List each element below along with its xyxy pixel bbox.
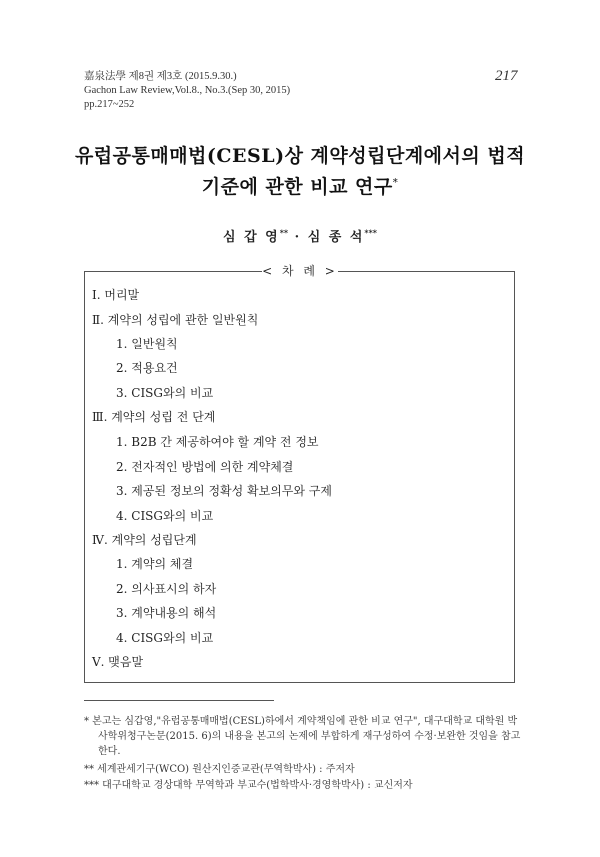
paper-title-line2 — [60, 172, 540, 199]
journal-line-korean: 嘉泉法學 제8권 제3호 (2015.9.30.) — [84, 71, 237, 82]
footnote-2-text: ** 세계관세기구(WCO) 원산지인증교관(무역학박사) : 주저자 — [84, 764, 355, 775]
toc-item: 2. 의사표시의 하자 — [116, 582, 217, 596]
author-first-mark: ** — [279, 227, 289, 238]
table-of-contents-box — [84, 271, 515, 683]
toc-item: 4. CISG와의 비교 — [116, 509, 214, 523]
toc-item: 2. 적용요건 — [116, 361, 178, 375]
toc-item: Ⅳ. 계약의 성립단계 — [92, 533, 197, 547]
toc-item: 1. 일반원칙 — [116, 337, 178, 351]
toc-item: 4. CISG와의 비교 — [116, 631, 214, 645]
footnote-1-text: * 본고는 심갑영,"유럽공통매매법(CESL)하에서 계약책임에 관한 비교 연구", 대구대학교 대학원 박사학위청구논문(2015. 6)의 내용을 본고의 논제에 부합하게 재구성하여 수정·보완한 것임을 참고한다. — [84, 716, 521, 757]
footnote-1 — [84, 714, 524, 759]
toc-item: Ⅲ. 계약의 성립 전 단계 — [92, 410, 216, 424]
page-number: 217 — [495, 68, 518, 84]
toc-item: 1. B2B 간 제공하여야 할 계약 전 정보 — [116, 435, 319, 449]
author-second: 심 종 석 — [307, 230, 365, 245]
author-first: 심 갑 영 — [223, 230, 280, 245]
toc-item: 3. 계약내용의 해석 — [116, 606, 217, 620]
footnote-2 — [84, 762, 524, 777]
author-separator: · — [288, 230, 308, 245]
toc-item: 3. 제공된 정보의 정확성 확보의무와 구제 — [116, 484, 332, 498]
toc-item: Ⅴ. 맺음말 — [92, 655, 144, 669]
paper-title-line2-text: 기준에 관한 비교 연구 — [201, 176, 393, 198]
author-second-mark: *** — [364, 227, 377, 238]
toc-label: < 차 례 > — [262, 264, 338, 278]
footnote-3-text: *** 대구대학교 경상대학 무역학과 부교수(법학박사·경영학박사) : 교신저자 — [84, 780, 413, 791]
toc-item: Ⅰ. 머리말 — [92, 288, 140, 302]
paper-title-line1: 유럽공통매매법(CESL)상 계약성립단계에서의 법적 — [74, 145, 526, 167]
journal-header — [84, 70, 290, 112]
toc-item: 1. 계약의 체결 — [116, 557, 194, 571]
journal-pages: pp.217~252 — [84, 99, 135, 110]
title-footnote-mark: * — [392, 177, 399, 189]
toc-item: 3. CISG와의 비교 — [116, 386, 214, 400]
journal-line-english: Gachon Law Review,Vol.8., No.3.(Sep 30, 2015) — [84, 85, 291, 96]
footnote-3 — [84, 778, 524, 793]
author-line — [60, 226, 540, 245]
toc-item: 2. 전자적인 방법에 의한 계약체결 — [116, 460, 294, 474]
toc-item: Ⅱ. 계약의 성립에 관한 일반원칙 — [92, 313, 259, 327]
footnote-divider — [84, 700, 274, 701]
